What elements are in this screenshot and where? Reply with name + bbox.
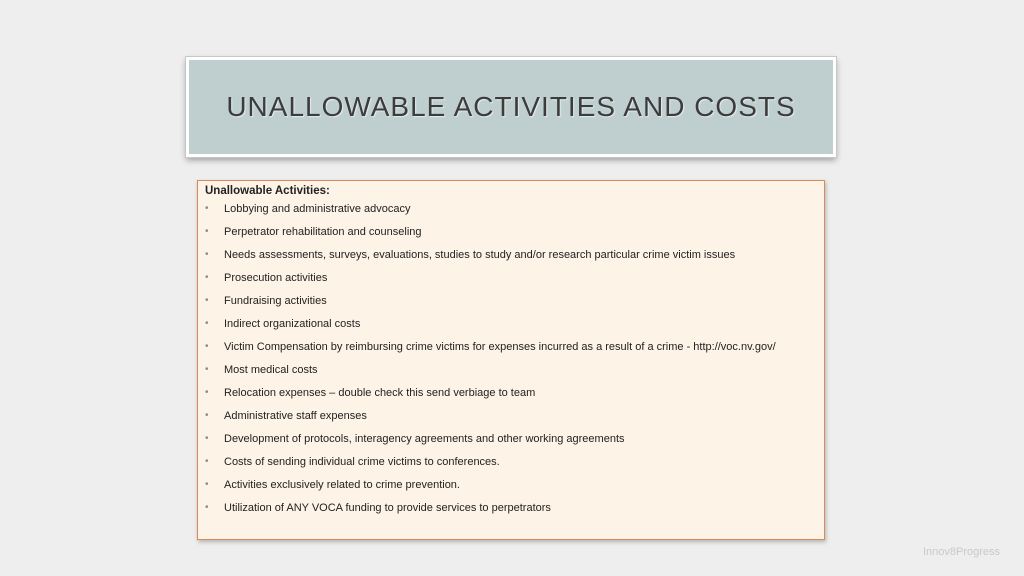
list-item — [205, 456, 816, 468]
list-item — [205, 226, 816, 238]
list-item-text: Prosecution activities — [224, 272, 328, 284]
list-item — [205, 249, 816, 261]
bullet-icon: • — [205, 410, 209, 421]
list-item-text: Perpetrator rehabilitation and counseling — [224, 226, 422, 238]
list-item-text: Needs assessments, surveys, evaluations, studies to study and/or research particular crime victim issues — [224, 249, 736, 261]
bullet-icon: • — [205, 203, 209, 214]
list-item-text: Lobbying and administrative advocacy — [224, 203, 411, 215]
list-item — [205, 410, 816, 422]
list-item-text: Victim Compensation by reimbursing crime victims for expenses incurred as a result of a crime - http://voc.nv.gov/ — [224, 341, 776, 353]
list-item — [205, 295, 816, 307]
bullet-icon: • — [205, 502, 209, 513]
content-heading: Unallowable Activities: — [205, 185, 330, 197]
list-item-text: Administrative staff expenses — [224, 410, 367, 422]
item-list — [205, 203, 816, 514]
bullet-icon: • — [205, 479, 209, 490]
list-item-text: Relocation expenses – double check this send verbiage to team — [224, 387, 536, 399]
list-item — [205, 479, 816, 491]
list-item-text: Utilization of ANY VOCA funding to provide services to perpetrators — [224, 502, 551, 514]
list-item — [205, 502, 816, 514]
list-item — [205, 364, 816, 376]
bullet-icon: • — [205, 456, 209, 467]
bullet-icon: • — [205, 226, 209, 237]
list-item-text: Indirect organizational costs — [224, 318, 361, 330]
list-item-text: Development of protocols, interagency agreements and other working agreements — [224, 433, 625, 445]
footer-brand: Innov8Progress — [922, 546, 1000, 558]
list-item — [205, 387, 816, 399]
list-item — [205, 341, 816, 353]
list-item — [205, 433, 816, 445]
bullet-icon: • — [205, 433, 209, 444]
bullet-icon: • — [205, 364, 209, 375]
bullet-icon: • — [205, 387, 209, 398]
list-item-text: Costs of sending individual crime victims to conferences. — [224, 456, 500, 468]
bullet-icon: • — [205, 249, 209, 260]
list-item-text: Fundraising activities — [224, 295, 327, 307]
bullet-icon: • — [205, 341, 209, 352]
list-item-text: Activities exclusively related to crime prevention. — [224, 479, 460, 491]
bullet-icon: • — [205, 318, 209, 329]
list-item — [205, 203, 816, 215]
content-panel — [197, 180, 825, 540]
list-item — [205, 272, 816, 284]
slide-title: UNALLOWABLE ACTIVITIES AND COSTS — [226, 91, 796, 122]
list-item-text: Most medical costs — [224, 364, 318, 376]
title-banner — [186, 57, 836, 157]
bullet-icon: • — [205, 295, 209, 306]
list-item — [205, 318, 816, 330]
bullet-icon: • — [205, 272, 209, 283]
